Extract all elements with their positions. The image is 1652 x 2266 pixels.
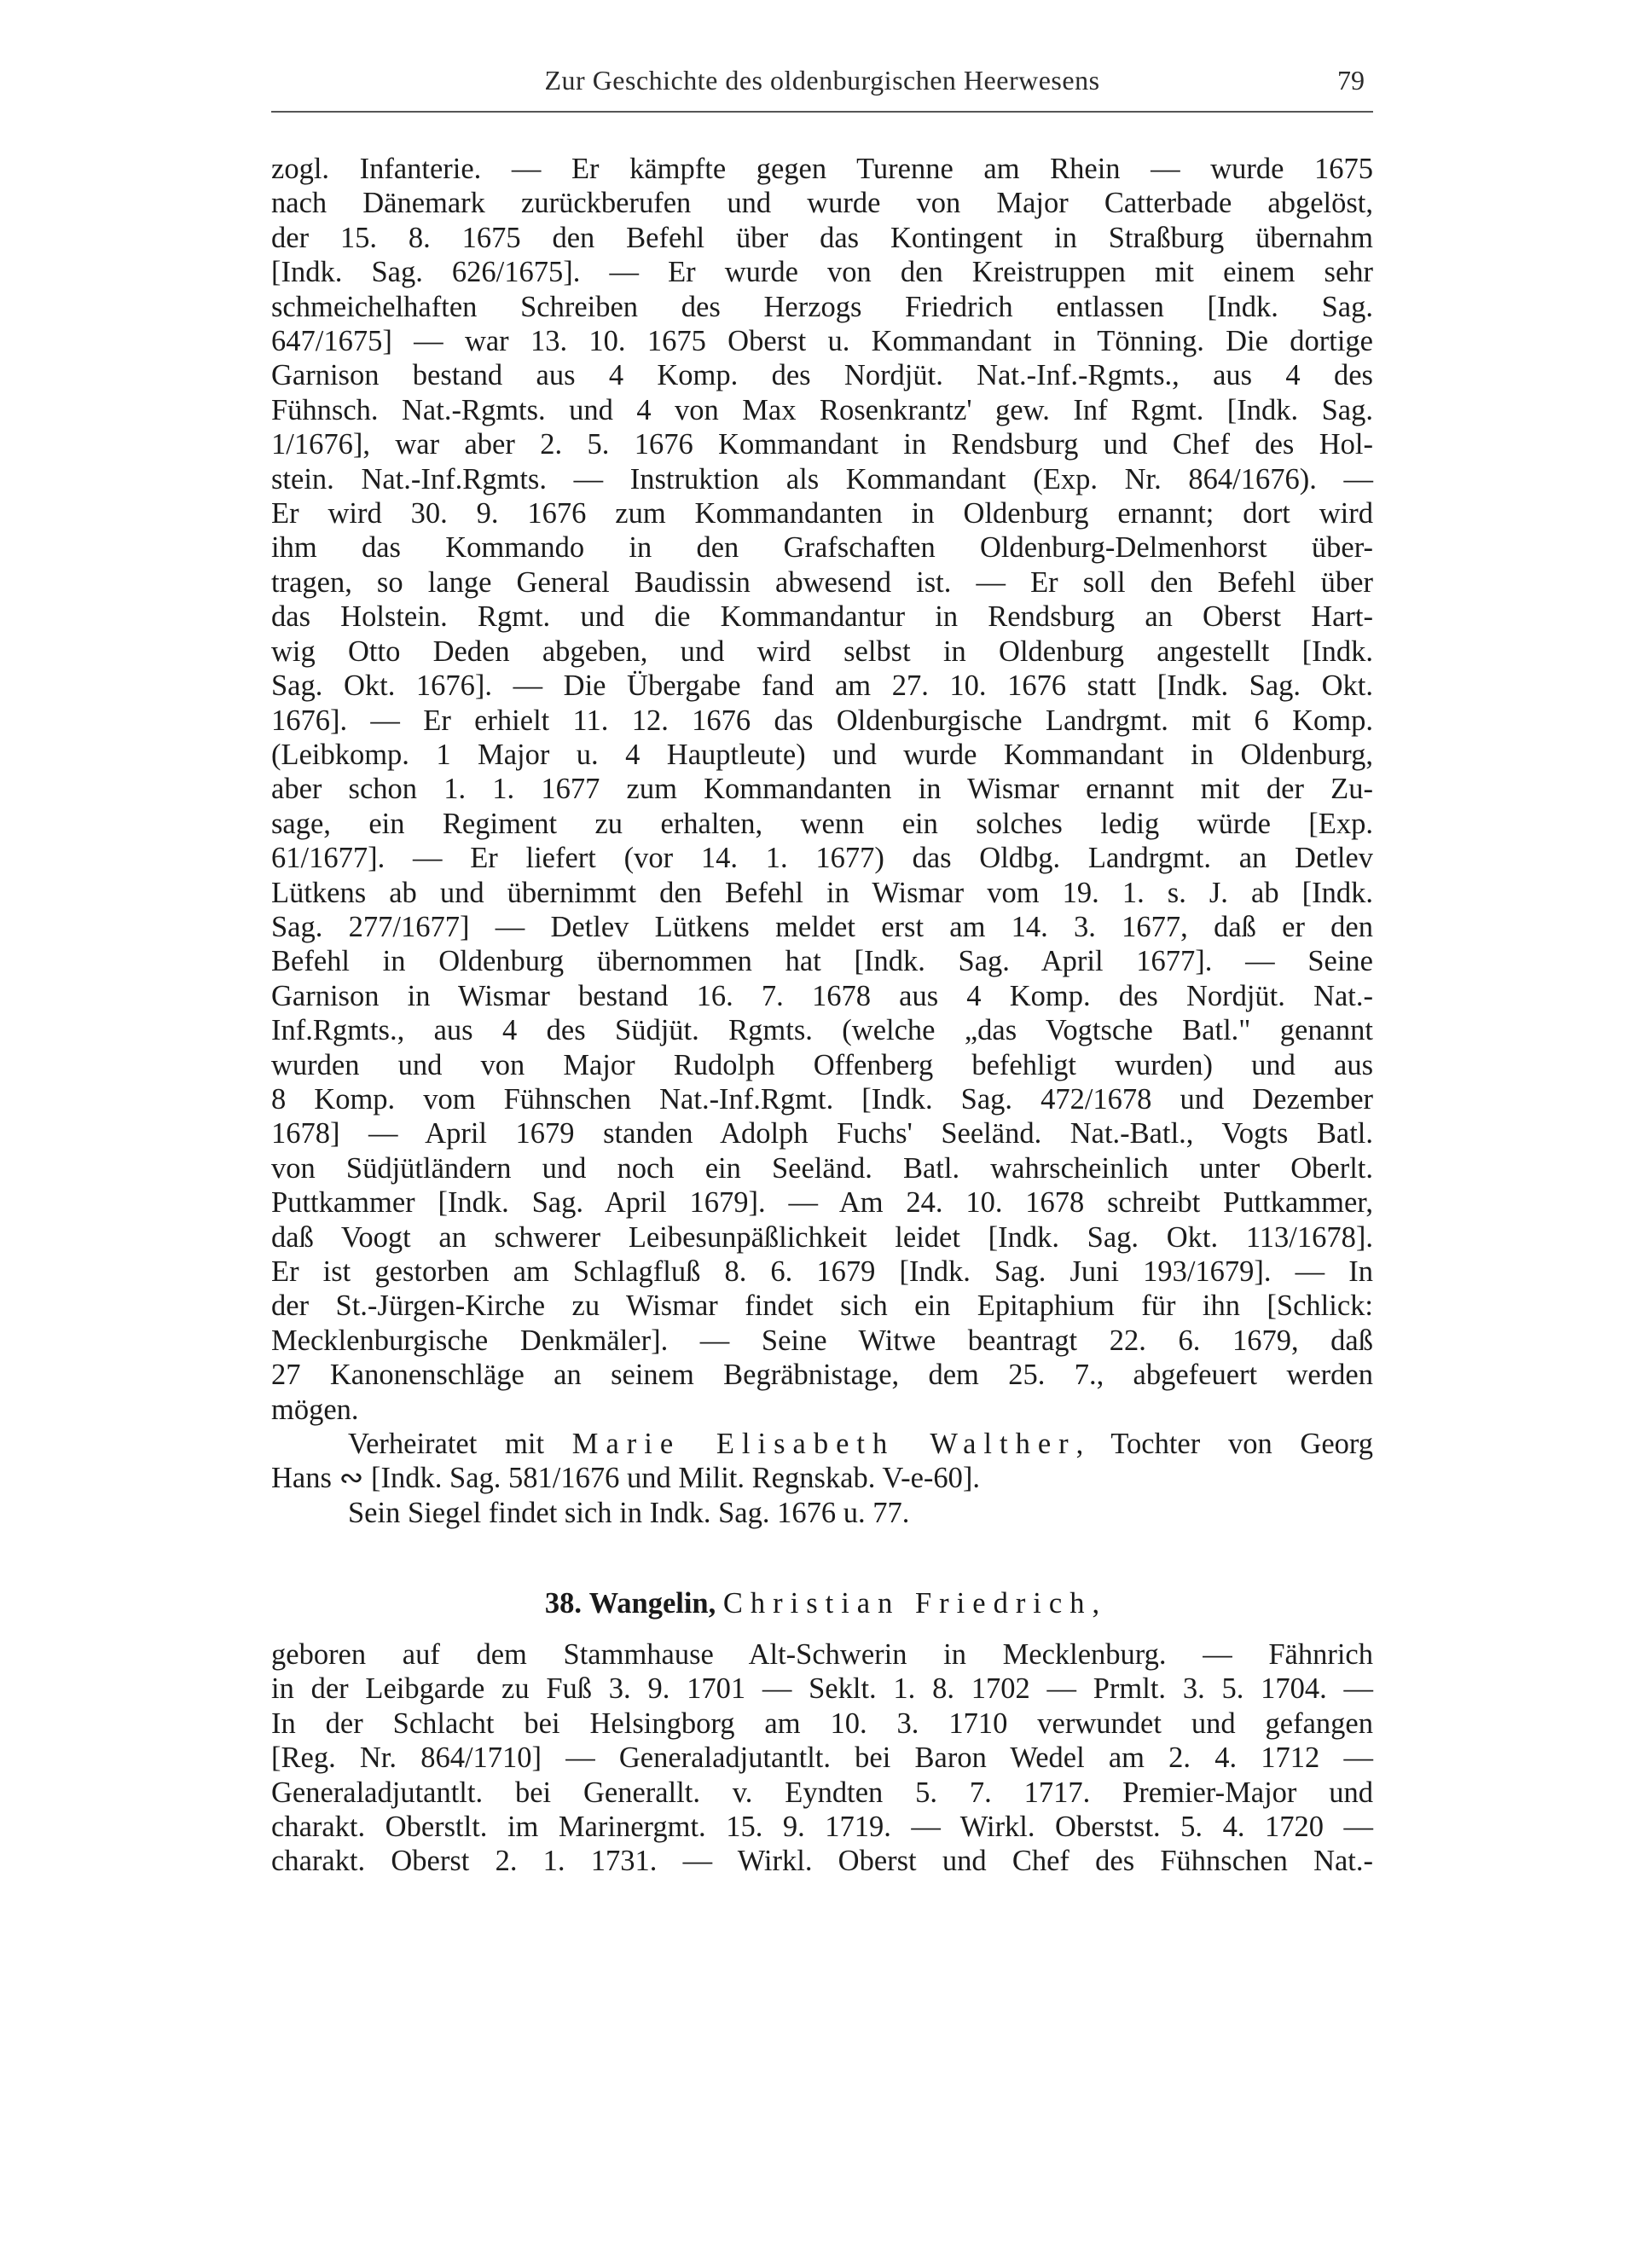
text-line: Inf.Rgmts., aus 4 des Südjüt. Rgmts. (welche „das Vogtsche Batl." genannt: [271, 1014, 1373, 1047]
text-line: Lütkens ab und übernimmt den Befehl in Wismar vom 19. 1. s. J. ab [Indk.: [271, 876, 1373, 909]
paragraph-2: [271, 1427, 1373, 1496]
text-line: mögen.: [271, 1393, 359, 1426]
page-number: 79: [1337, 65, 1365, 96]
entry-text-line: [Reg. Nr. 864/1710] — Generaladjutantlt. bei Baron Wedel am 2. 4. 1712 —: [271, 1742, 1373, 1775]
entry-body: [271, 1637, 1373, 1879]
seal-note: Sein Siegel findet sich in Indk. Sag. 1676 u. 77.: [348, 1496, 910, 1529]
text-line: 647/1675] — war 13. 10. 1675 Oberst u. Kommandant in Tönning. Die dortige: [271, 325, 1373, 358]
text-line: sage, ein Regiment zu erhalten, wenn ein solches ledig würde [Exp.: [271, 807, 1373, 840]
text-line: 8 Komp. vom Fühnschen Nat.-Inf.Rgmt. [Indk. Sag. 472/1678 und Dezember: [271, 1082, 1373, 1116]
paragraph-2-line-1: [271, 1427, 1373, 1461]
entry-given-names-suffix: ,: [1092, 1587, 1100, 1620]
text-line: [Indk. Sag. 626/1675]. — Er wurde von den Kreistruppen mit einem sehr: [271, 256, 1373, 289]
entry-text-line: in der Leibgarde zu Fuß 3. 9. 1701 — Seklt. 1. 8. 1702 — Prmlt. 3. 5. 1704. —: [271, 1672, 1373, 1706]
text-line: 1/1676], war aber 2. 5. 1676 Kommandant in Rendsburg und Chef des Hol-: [271, 428, 1373, 461]
text-line: das Holstein. Rgmt. und die Kommandantur in Rendsburg an Oberst Hart-: [271, 600, 1373, 634]
text-line: nach Dänemark zurückberufen und wurde von Major Catterbade abgelöst,: [271, 187, 1373, 220]
page-header: [271, 60, 1373, 111]
entry-text-line: Generaladjutantlt. bei Generallt. v. Eyndten 5. 7. 1717. Premier-Major und: [271, 1776, 1373, 1809]
paragraph-3: [271, 1496, 1373, 1530]
entry-text-line: charakt. Oberstlt. im Marinergmt. 15. 9. 1719. — Wirkl. Oberstst. 5. 4. 1720 —: [271, 1811, 1373, 1844]
entry-given-names: Christian Friedrich: [722, 1587, 1093, 1620]
text-line: Puttkammer [Indk. Sag. April 1679]. — Am 24. 10. 1678 schreibt Puttkammer,: [271, 1186, 1373, 1220]
text-line: Fühnsch. Nat.-Rgmts. und 4 von Max Rosenkrantz' gew. Inf Rgmt. [Indk. Sag.: [271, 393, 1373, 426]
text-line: von Südjütländern und noch ein Seeländ. Batl. wahrscheinlich unter Oberlt.: [271, 1151, 1373, 1185]
text-line: Sag. 277/1677] — Detlev Lütkens meldet erst am 14. 3. 1677, daß er den: [271, 910, 1373, 943]
text-line: aber schon 1. 1. 1677 zum Kommandanten in Wismar ernannt mit der Zu-: [271, 773, 1373, 806]
text-line: Mecklenburgische Denkmäler]. — Seine Witwe beantragt 22. 6. 1679, daß: [271, 1324, 1373, 1357]
entry-heading: [271, 1586, 1373, 1620]
text-line: 1678] — April 1679 standen Adolph Fuchs' Seeländ. Nat.-Batl., Vogts Batl.: [271, 1117, 1373, 1150]
entry-surname: Wangelin,: [588, 1587, 716, 1620]
text-line: Befehl in Oldenburg übernommen hat [Indk. Sag. April 1677]. — Seine: [271, 945, 1373, 978]
entry-number: 38.: [544, 1587, 583, 1620]
entry-text-line: charakt. Oberst 2. 1. 1731. — Wirkl. Oberst und Chef des Fühnschen Nat.-: [271, 1845, 1373, 1878]
text-line: Garnison in Wismar bestand 16. 7. 1678 aus 4 Komp. des Nordjüt. Nat.-: [271, 979, 1373, 1012]
text-line: stein. Nat.-Inf.Rgmts. — Instruktion als Kommandant (Exp. Nr. 864/1676). —: [271, 462, 1373, 496]
text-line: Er wird 30. 9. 1676 zum Kommandanten in Oldenburg ernannt; dort wird: [271, 497, 1373, 530]
text-line: daß Voogt an schwerer Leibesunpäßlichkeit leidet [Indk. Sag. Okt. 113/1678].: [271, 1220, 1373, 1254]
text-line: Garnison bestand aus 4 Komp. des Nordjüt. Nat.-Inf.-Rgmts., aus 4 des: [271, 359, 1373, 392]
text-line: 61/1677]. — Er liefert (vor 14. 1. 1677) das Oldbg. Landrgmt. an Detlev: [271, 842, 1373, 875]
text-line: wurden und von Major Rudolph Offenberg befehligt wurden) und aus: [271, 1048, 1373, 1081]
text-line: schmeichelhaften Schreiben des Herzogs Friedrich entlassen [Indk. Sag.: [271, 290, 1373, 323]
entry-text-line: geboren auf dem Stammhause Alt-Schwerin in Mecklenburg. — Fähnrich: [271, 1638, 1373, 1671]
text-line: Sag. Okt. 1676]. — Die Übergabe fand am 27. 10. 1676 statt [Indk. Sag. Okt.: [271, 669, 1373, 703]
text-line: der St.-Jürgen-Kirche zu Wismar findet sich ein Epitaphium für ihn [Schlick:: [271, 1289, 1373, 1323]
paragraph-1: [271, 152, 1373, 1427]
text-line: (Leibkomp. 1 Major u. 4 Hauptleute) und wurde Kommandant in Oldenburg,: [271, 738, 1373, 771]
text-line: der 15. 8. 1675 den Befehl über das Kontingent in Straßburg übernahm: [271, 221, 1373, 254]
text-line: Er ist gestorben am Schlagfluß 8. 6. 1679 [Indk. Sag. Juni 193/1679]. — In: [271, 1255, 1373, 1288]
text-line: ihm das Kommando in den Grafschaften Oldenburg-Delmenhorst über-: [271, 531, 1373, 565]
header-rule: [271, 111, 1373, 113]
entry-text-line: In der Schlacht bei Helsingborg am 10. 3. 1710 verwundet und gefangen: [271, 1707, 1373, 1740]
main-text: [271, 152, 1373, 1530]
text-line: 27 Kanonenschläge an seinem Begräbnistage, dem 25. 7., abgefeuert werden: [271, 1359, 1373, 1392]
marriage-prefix: Verheiratet mit: [348, 1428, 545, 1461]
marriage-suffix: , Tochter von Georg: [1075, 1428, 1373, 1461]
paragraph-2-line-2: Hans ∾ [Indk. Sag. 581/1676 und Milit. Regnskab. V-e-60].: [271, 1462, 980, 1495]
running-title: Zur Geschichte des oldenburgischen Heerwesens: [544, 65, 1100, 96]
spouse-name: Marie Elisabeth Walther: [571, 1428, 1076, 1461]
text-line: 1676]. — Er erhielt 11. 12. 1676 das Oldenburgische Landrgmt. mit 6 Komp.: [271, 704, 1373, 737]
text-line: zogl. Infanterie. — Er kämpfte gegen Turenne am Rhein — wurde 1675: [271, 153, 1373, 185]
text-line: tragen, so lange General Baudissin abwesend ist. — Er soll den Befehl über: [271, 565, 1373, 599]
text-line: wig Otto Deden abgeben, und wird selbst in Oldenburg angestellt [Indk.: [271, 635, 1373, 668]
